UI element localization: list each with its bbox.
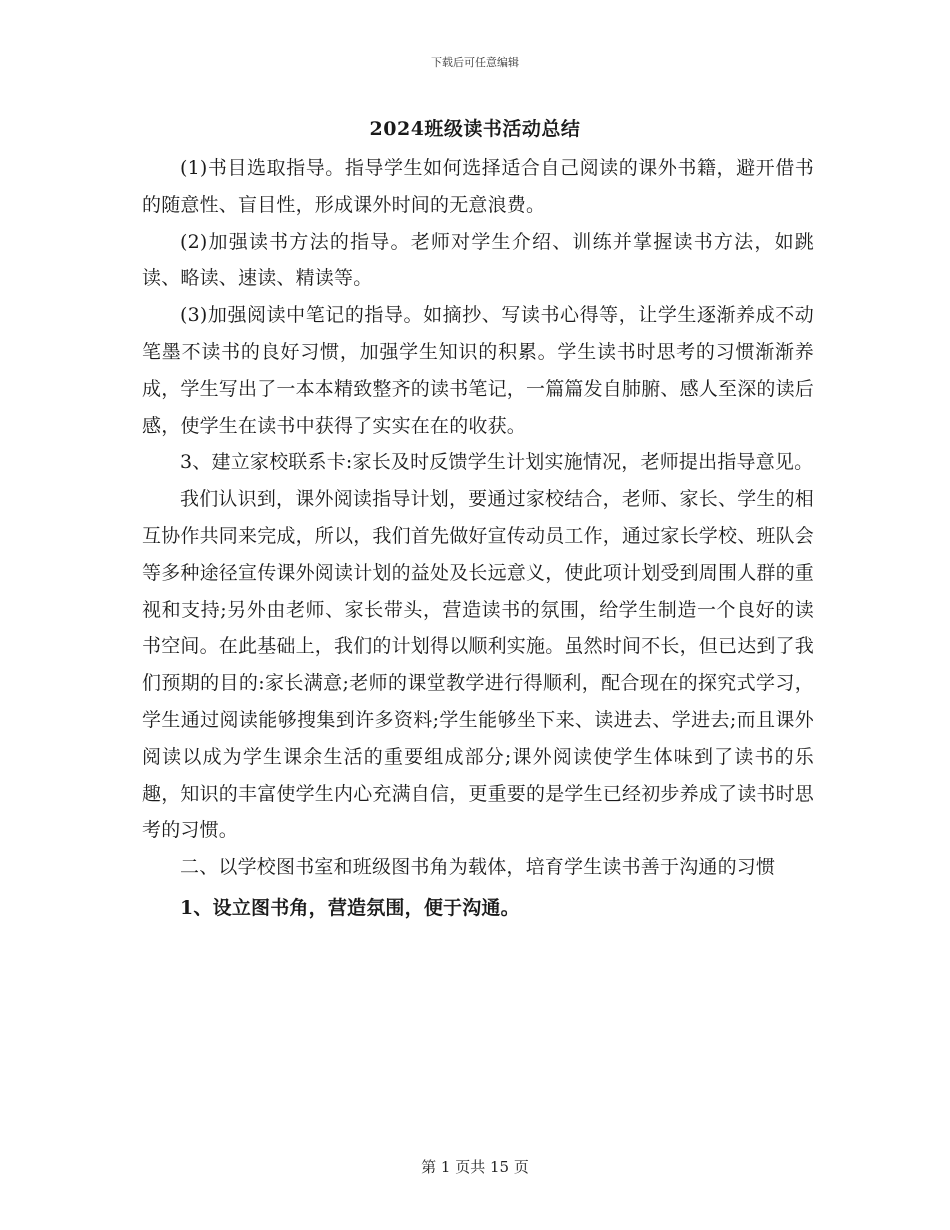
paragraph-home-school-card: 3、建立家校联系卡:家长及时反馈学生计划实施情况，老师提出指导意见。 xyxy=(180,451,814,474)
subheading-book-corner: 1、设立图书角，营造氛围，便于沟通。 xyxy=(180,896,520,919)
page-number: 第 1 页共 15 页 xyxy=(421,1158,529,1176)
document-body xyxy=(142,150,814,927)
paragraph-cooperation: 我们认识到，课外阅读指导计划，要通过家校结合，老师、家长、学生的相互协作共同来完成，所以，我们首先做好宣传动员工作，通过家长学校、班队会等多种途径宣传课外阅读计划的益处及长远意义，使此项计划受到周围人群的重视和支持;另外由老师、家长带头，营造读书的氛围，给学生制造一个良好的读书空间。在此基础上，我们的计划得以顺利实施。虽然时间不长，但已达到了我们预期的目的:家长满意;老师的课堂教学进行得顺利，配合现在的探究式学习，学生通过阅读能够搜集到许多资料;学生能够坐下来、读进去、学进去;而且课外阅读以成为学生课余生活的重要组成部分;课外阅读使学生体味到了读书的乐趣，知识的丰富使学生内心充满自信，更重要的是学生已经初步养成了读书时思考的习惯。 xyxy=(142,488,815,842)
header-note: 下载后可任意编辑 xyxy=(431,56,519,69)
paragraph-book-selection: (1)书目选取指导。指导学生如何选择适合自己阅读的课外书籍，避开借书的随意性、盲目性，形成课外时间的无意浪费。 xyxy=(142,157,814,216)
paragraph-reading-methods: (2)加强读书方法的指导。老师对学生介绍、训练并掌握读书方法，如跳读、略读、速读、精读等。 xyxy=(142,230,814,290)
document-title: 2024班级读书活动总结 xyxy=(369,118,581,140)
paragraph-note-taking: (3)加强阅读中笔记的指导。如摘抄、写读书心得等，让学生逐渐养成不动笔墨不读书的良好习惯，加强学生知识的积累。学生读书时思考的习惯渐渐养成，学生写出了一本本精致整齐的读书笔记，一篇篇发自肺腑、感人至深的读后感，使学生在读书中获得了实实在在的收获。 xyxy=(142,304,815,437)
paragraph-section-two: 二、以学校图书室和班级图书角为载体，培育学生读书善于沟通的习惯 xyxy=(180,856,776,879)
